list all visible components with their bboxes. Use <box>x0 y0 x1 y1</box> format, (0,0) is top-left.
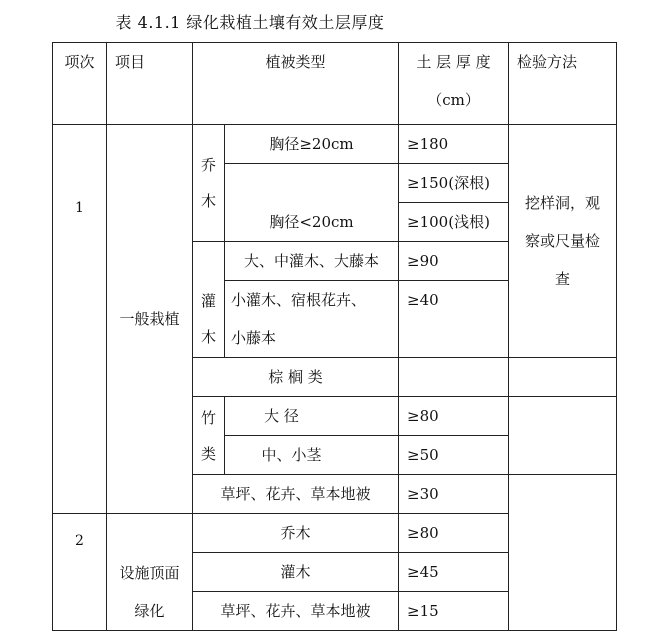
method-line3: 查 <box>555 270 571 288</box>
palm-type: 棕 榈 类 <box>193 358 399 397</box>
soil-thickness-table <box>52 42 617 631</box>
group1-index <box>53 125 107 514</box>
bamboo-label-top: 竹 <box>200 408 216 427</box>
bamboo-r1-val: ≥80 <box>399 397 509 436</box>
method-line1: 挖样洞，观 <box>525 194 601 212</box>
shrub-label-top: 灌 <box>200 291 216 310</box>
shrub-label <box>193 242 225 358</box>
shrub-r2-val: ≥40 <box>399 281 509 358</box>
tree-label-bottom: 木 <box>200 192 216 210</box>
group2-r2-val: ≥45 <box>399 553 509 592</box>
group2-item-line1: 设施顶面 <box>119 564 180 582</box>
bamboo-r2-type: 中、小茎 <box>225 436 399 475</box>
group2-index <box>53 514 107 631</box>
method-empty-palm <box>509 358 617 397</box>
header-item: 项目 <box>107 43 193 125</box>
shrub-r2-type <box>225 281 399 358</box>
header-thickness-line2: （cm） <box>427 91 480 109</box>
tree-r1-type: 胸径≥20cm <box>225 125 399 164</box>
group2-r3-val: ≥15 <box>399 592 509 631</box>
tree-r2-val2: ≥100(浅根) <box>399 203 509 242</box>
tree-r2-val1: ≥150(深根) <box>399 164 509 203</box>
method-empty-group2 <box>509 475 617 631</box>
group2-item-line2: 绿化 <box>134 602 165 620</box>
shrub-r2-type-line2: 小藤本 <box>231 329 277 347</box>
tree-label <box>193 125 225 242</box>
header-method: 检验方法 <box>509 43 617 125</box>
group1-item: 一般栽植 <box>107 125 193 514</box>
lawn-type: 草坪、花卉、草本地被 <box>193 475 399 514</box>
group2-r2-type: 灌木 <box>193 553 399 592</box>
group2-r3-type: 草坪、花卉、草本地被 <box>193 592 399 631</box>
table-title: 表 4.1.1 绿化栽植土壤有效土层厚度 <box>115 13 385 32</box>
method-empty-bamboo <box>509 397 617 475</box>
lawn-val: ≥30 <box>399 475 509 514</box>
tree-label-top: 乔 <box>200 156 216 174</box>
bamboo-label-bottom: 类 <box>200 444 216 463</box>
header-thickness <box>399 43 509 125</box>
group2-r1-type: 乔木 <box>193 514 399 553</box>
group2-index-text: 2 <box>75 533 84 549</box>
group2-item <box>107 514 193 631</box>
shrub-r1-val: ≥90 <box>399 242 509 281</box>
shrub-label-bottom: 木 <box>200 327 216 346</box>
header-index: 项次 <box>53 43 107 125</box>
tree-r2-type: 胸径<20cm <box>225 164 399 242</box>
group2-r1-val: ≥80 <box>399 514 509 553</box>
header-vegetation-type: 植被类型 <box>193 43 399 125</box>
bamboo-r1-type: 大 径 <box>225 397 399 436</box>
method-line2: 察或尺量检 <box>525 232 601 250</box>
palm-val <box>399 358 509 397</box>
shrub-r2-type-line1: 小灌木、宿根花卉、 <box>231 291 367 309</box>
group1-index-text: 1 <box>75 200 84 216</box>
shrub-r1-type: 大、中灌木、大藤本 <box>225 242 399 281</box>
tree-r1-val: ≥180 <box>399 125 509 164</box>
bamboo-label <box>193 397 225 475</box>
inspection-method <box>509 125 617 358</box>
header-thickness-line1: 土 层 厚 度 <box>416 53 491 71</box>
bamboo-r2-val: ≥50 <box>399 436 509 475</box>
